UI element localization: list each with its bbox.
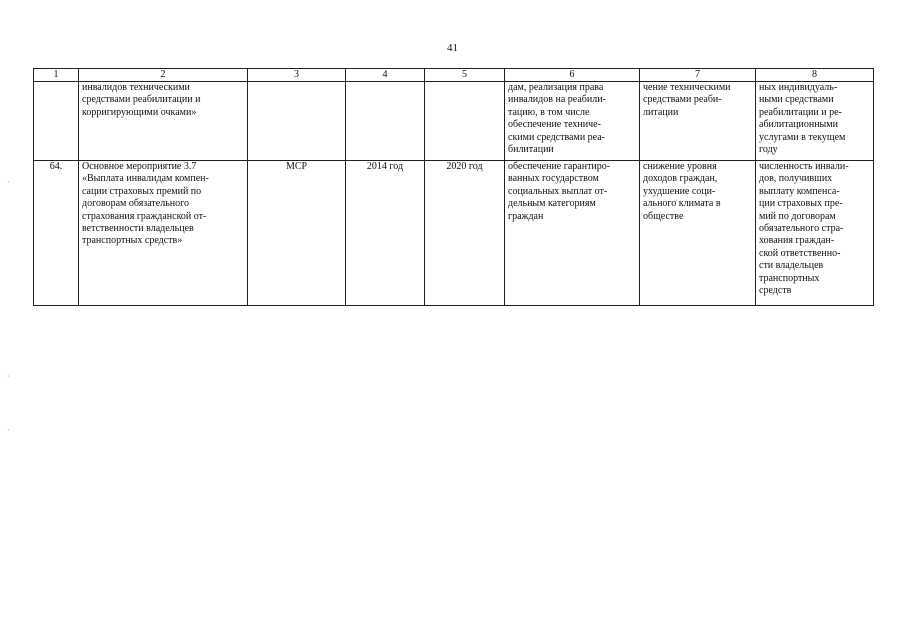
measure-name-cell: инвалидов техническими средствами реабилитации и корригирующими очками» bbox=[79, 82, 248, 161]
table-row-continuation bbox=[34, 82, 874, 161]
column-number: 8 bbox=[756, 69, 874, 82]
end-year-cell bbox=[425, 82, 505, 161]
column-number: 5 bbox=[425, 69, 505, 82]
column-number: 3 bbox=[248, 69, 346, 82]
indicator-cell: численность инвали- дов, получивших выплату компенса- ции страховых пре- мий по договорам обязательного стра- хования граждан- ской ответственно- сти владельцев транспортных средств bbox=[756, 161, 874, 306]
margin-mark: · bbox=[7, 426, 10, 435]
start-year-cell: 2014 год bbox=[346, 161, 425, 306]
row-number-cell bbox=[34, 82, 79, 161]
expected-result-cell: обеспечение гарантиро- ванных государством социальных выплат от- дельным категориям граждан bbox=[505, 161, 640, 306]
measures-table bbox=[33, 68, 874, 306]
margin-mark: · bbox=[7, 372, 10, 381]
consequences-cell: снижение уровня доходов граждан, ухудшение соци- ального климата в обществе bbox=[640, 161, 756, 306]
column-number: 4 bbox=[346, 69, 425, 82]
table-row-64 bbox=[34, 161, 874, 306]
end-year-cell: 2020 год bbox=[425, 161, 505, 306]
indicator-cell: ных индивидуаль- ными средствами реабилитации и ре- абилитационными услугами в текущем году bbox=[756, 82, 874, 161]
column-number: 7 bbox=[640, 69, 756, 82]
expected-result-cell: дам, реализация права инвалидов на реабили- тацию, в том числе обеспечение техниче- скими средствами реа- билитации bbox=[505, 82, 640, 161]
page-number: 41 bbox=[447, 42, 458, 54]
column-number: 2 bbox=[79, 69, 248, 82]
column-number-row bbox=[34, 69, 874, 82]
column-number: 6 bbox=[505, 69, 640, 82]
row-number-cell: 64. bbox=[34, 161, 79, 306]
executor-cell bbox=[248, 82, 346, 161]
measure-name-cell: Основное мероприятие 3.7 «Выплата инвалидам компен- сации страховых премий по договорам обязательного страхования гражданской от- ветственности владельцев транспортных средств» bbox=[79, 161, 248, 306]
executor-cell: МСР bbox=[248, 161, 346, 306]
column-number: 1 bbox=[34, 69, 79, 82]
start-year-cell bbox=[346, 82, 425, 161]
margin-mark: · bbox=[7, 178, 10, 187]
consequences-cell: чение техническими средствами реаби- литации bbox=[640, 82, 756, 161]
